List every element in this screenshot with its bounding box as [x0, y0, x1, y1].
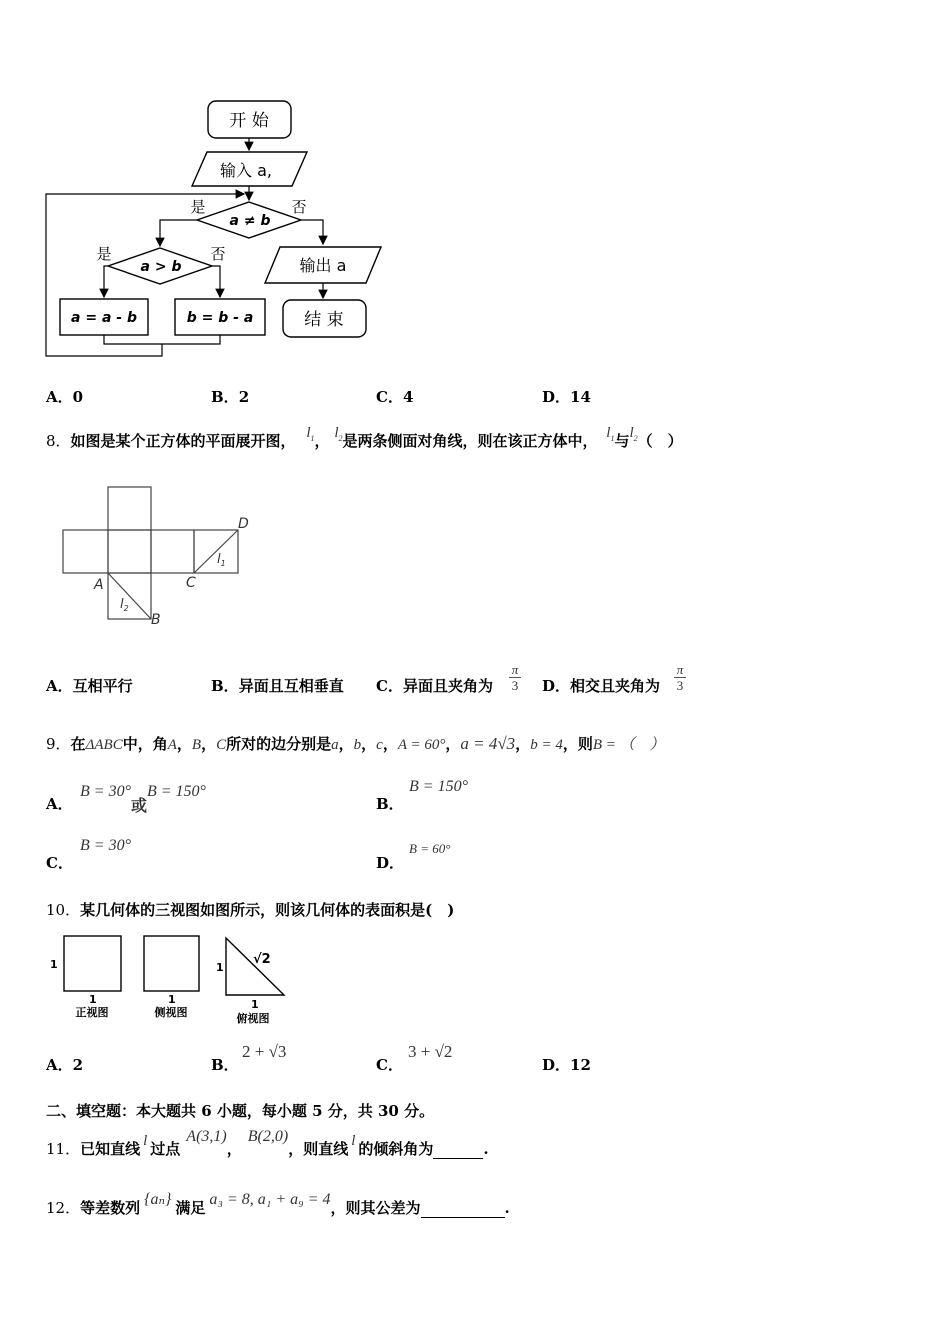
q8-option-c[interactable]: C．异面且夹角为: [376, 677, 493, 695]
q12-answer-blank[interactable]: [421, 1203, 505, 1218]
flow-no-label-2: 否: [210, 245, 226, 263]
side-view-caption: 侧视图: [154, 1006, 188, 1019]
front-view-bottom-label: 1: [89, 993, 97, 1006]
q8-option-a[interactable]: A．互相平行: [46, 677, 133, 695]
front-view-side-label: 1: [50, 958, 58, 971]
q9-option-b-value: B = 150°: [409, 778, 468, 795]
q9-option-c[interactable]: C．: [46, 854, 73, 872]
top-view-side-label: 1: [216, 961, 224, 974]
flow-input-label: 输入 a,: [220, 161, 272, 180]
cube-net-figure: [40, 480, 270, 630]
q8-option-c-fraction: π 3: [509, 662, 521, 693]
q9-option-a[interactable]: A．: [46, 795, 73, 813]
q10-question: 10．某几何体的三视图如图所示，则该几何体的表面积是( ): [46, 901, 455, 919]
q10-option-b[interactable]: B．: [211, 1056, 239, 1074]
net-label-a: A: [94, 577, 104, 593]
q10-option-c-value: 3 + √2: [408, 1042, 453, 1061]
flowchart-figure: [0, 90, 400, 370]
q9-question: 9．在ΔABC中，角A，B，C所对的边分别是a，b，c，A = 60°，a = 4√3，b = 4，则B = （ ）: [46, 734, 665, 753]
flow-yes-label-1: 是: [190, 198, 206, 216]
q10-option-b-value: 2 + √3: [242, 1042, 287, 1061]
flow-decision-a-neq-b-label: a ≠ b: [229, 213, 271, 229]
q11-question: 11．已知直线 l 过点A(3,1)，B(2,0)，则直线 l 的倾斜角为 .: [46, 1128, 489, 1158]
flow-start-label: 开 始: [229, 111, 269, 131]
q8-question: 8．如图是某个正方体的平面展开图， $l_1$， $l_2$是两条侧面对角线，则在该正方体中， $l_1$与$l_2$（ ）: [46, 425, 683, 450]
q7-option-b[interactable]: B．2: [211, 388, 250, 406]
q11-answer-blank[interactable]: [433, 1144, 483, 1159]
flow-decision-a-gt-b-label: a > b: [140, 259, 182, 275]
top-view-hyp-label: √2: [253, 952, 271, 967]
flow-no-label-1: 否: [291, 198, 307, 216]
q9-option-b[interactable]: B．: [376, 795, 404, 813]
q9-option-a-value: B = 30°或B = 150°: [80, 783, 206, 815]
q9-option-c-value: B = 30°: [80, 837, 131, 854]
flow-yes-label-2: 是: [96, 245, 112, 263]
q10-option-a[interactable]: A．2: [46, 1056, 84, 1074]
net-label-b: B: [151, 612, 161, 628]
flow-assign-b-label: b = b - a: [186, 310, 254, 326]
net-label-c: C: [186, 575, 196, 591]
front-view-caption: 正视图: [75, 1006, 109, 1019]
q8-option-d-fraction: π 3: [674, 662, 686, 693]
net-label-d: D: [238, 516, 249, 532]
q12-question: 12．等差数列 {aₙ} 满足 a₃ = 8, a₁ + a₉ = 4，则其公差为 .: [46, 1191, 510, 1217]
q10-option-c[interactable]: C．: [376, 1056, 403, 1074]
flow-assign-a-label: a = a - b: [71, 310, 137, 326]
q7-option-a[interactable]: A．0: [46, 388, 84, 406]
net-label-l2: $l_2$: [120, 597, 129, 613]
side-view-bottom-label: 1: [168, 993, 176, 1006]
three-views-figure: [40, 930, 300, 1030]
top-view-caption: 俯视图: [236, 1012, 270, 1025]
q8-option-b[interactable]: B．异面且互相垂直: [211, 677, 344, 695]
flow-output-label: 输出 a: [299, 256, 347, 275]
q8-option-d[interactable]: D．相交且夹角为: [542, 677, 661, 695]
flow-end-label: 结 束: [304, 310, 344, 330]
q9-option-d[interactable]: D．: [376, 854, 405, 872]
q7-option-d[interactable]: D．14: [542, 388, 591, 406]
q9-option-d-value: B = 60°: [409, 841, 451, 856]
q10-option-d[interactable]: D．12: [542, 1056, 591, 1074]
section-heading: 二、填空题：本大题共 6 小题，每小题 5 分，共 30 分。: [46, 1102, 435, 1120]
net-label-l1: $l_1$: [217, 552, 226, 568]
top-view-bottom-label: 1: [251, 998, 259, 1011]
q7-option-c[interactable]: C．4: [376, 388, 414, 406]
